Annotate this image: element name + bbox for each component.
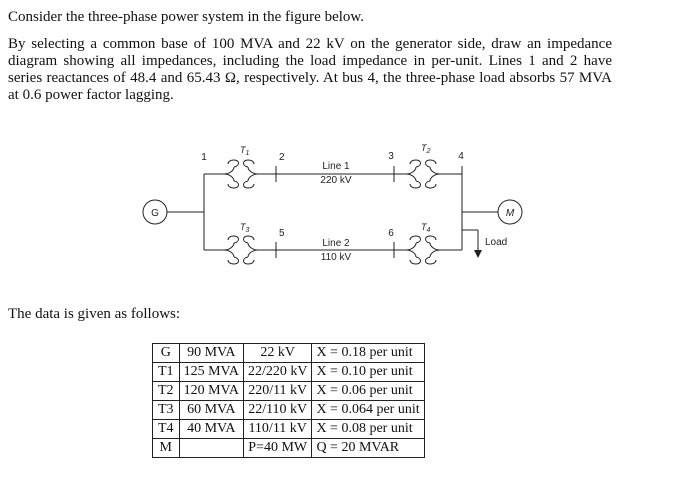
table-row <box>153 363 425 382</box>
transformer-t2-secondary <box>426 160 441 188</box>
bus-2-label: 2 <box>279 152 285 163</box>
table-cell: X = 0.18 per unit <box>312 344 424 363</box>
bus-6-label: 6 <box>388 228 394 239</box>
one-line-diagram <box>120 138 540 278</box>
transformer-t2-label: $T_2$ <box>421 143 431 155</box>
line-1-voltage: 220 kV <box>320 175 352 186</box>
table-cell: 22 kV <box>243 344 312 363</box>
table-row <box>153 420 425 439</box>
table-row <box>153 439 425 458</box>
transformer-t4-label: $T_4$ <box>421 222 431 234</box>
bus-3-label: 3 <box>388 151 394 162</box>
bus-5-label: 5 <box>279 228 285 239</box>
table-cell: G <box>153 344 180 363</box>
transformer-t4-primary <box>406 236 421 264</box>
table-cell: 22/110 kV <box>243 401 312 420</box>
line-2-voltage: 110 kV <box>320 252 352 263</box>
table-cell: P=40 MW <box>243 439 312 458</box>
transformer-t1-secondary <box>244 160 259 188</box>
table-cell: 60 MVA <box>179 401 243 420</box>
table-cell: T4 <box>153 420 180 439</box>
line-1-name: Line 1 <box>322 161 350 172</box>
transformer-t3-label: $T_3$ <box>240 222 250 234</box>
table-cell: 40 MVA <box>179 420 243 439</box>
table-cell: T3 <box>153 401 180 420</box>
transformer-t3-primary <box>224 236 239 264</box>
table-row <box>153 344 425 363</box>
table-cell: 110/11 kV <box>243 420 312 439</box>
table-row <box>153 401 425 420</box>
data-intro-text: The data is given as follows: <box>8 306 181 322</box>
table-cell: Q = 20 MVAR <box>312 439 424 458</box>
transformer-t3-secondary <box>244 236 259 264</box>
table-cell: X = 0.10 per unit <box>312 363 424 382</box>
load-label: Load <box>485 237 508 248</box>
table-cell: T2 <box>153 382 180 401</box>
transformer-t2-primary <box>406 160 421 188</box>
table-cell: X = 0.064 per unit <box>312 401 424 420</box>
table-cell: X = 0.08 per unit <box>312 420 424 439</box>
transformer-t1-primary <box>224 160 239 188</box>
bus-4-label: 4 <box>458 151 464 162</box>
table-row <box>153 382 425 401</box>
motor-label: M <box>505 208 515 219</box>
equipment-data-table <box>152 343 425 458</box>
table-cell: 120 MVA <box>179 382 243 401</box>
transformer-t1-label: $T_1$ <box>240 145 250 157</box>
line-2-name: Line 2 <box>322 238 350 249</box>
table-cell: 220/11 kV <box>243 382 312 401</box>
intro-text: Consider the three-phase power system in the figure below. <box>8 9 365 25</box>
problem-statement: By selecting a common base of 100 MVA and 22 kV on the generator side, draw an impedance diagram showing all impedances, including the load impedance in per-unit. Lines 1 and 2 have series reactances of 48.4 and 65.43 Ω, respectively. At bus 4, the three-phase load absorbs 57 MVA at 0.6 power factor lagging. <box>8 36 612 103</box>
table-cell: 90 MVA <box>179 344 243 363</box>
table-cell: M <box>153 439 180 458</box>
table-cell: X = 0.06 per unit <box>312 382 424 401</box>
generator-label: G <box>151 208 159 219</box>
transformer-t4-secondary <box>426 236 441 264</box>
table-cell: 125 MVA <box>179 363 243 382</box>
table-cell: 22/220 kV <box>243 363 312 382</box>
bus-1-label: 1 <box>201 152 207 163</box>
load-arrow <box>474 250 482 258</box>
table-cell: T1 <box>153 363 180 382</box>
table-cell <box>179 439 243 458</box>
